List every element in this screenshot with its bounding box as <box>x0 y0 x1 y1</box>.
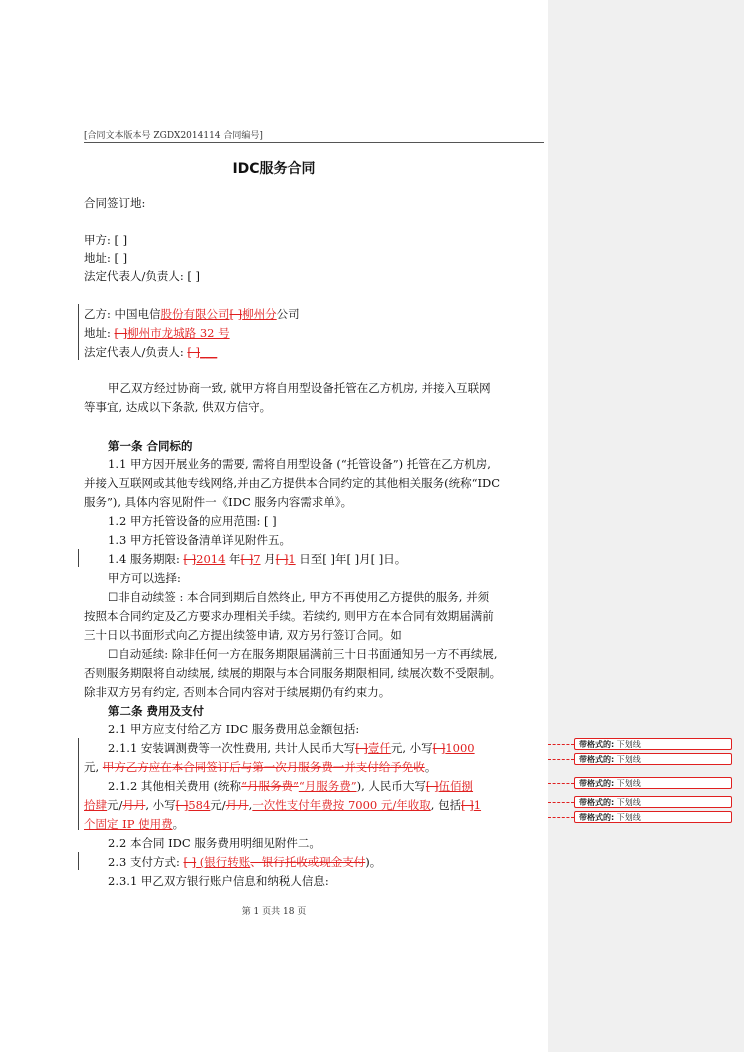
option-non-auto-renew-line-3: 三十日以书面形式向乙方提出续签申请, 双方另行签订合同。如 <box>84 628 402 642</box>
option-non-auto-renew-line-2: 按照本合同约定及乙方要求办理相关手续。若续约, 则甲方在本合同有效期届满前 <box>84 609 494 623</box>
clause-1-1-line-2: 并接入互联网或其他专线网络,并由乙方提供本合同约定的其他相关服务(统称“IDC <box>84 476 501 490</box>
clause-2-1-2: 2.1.2 其他相关费用 (统称“月服务费”“月服务费”), 人民币大写[ ]伍佰捌 <box>108 779 474 793</box>
change-bar <box>78 852 79 870</box>
clause-1-1-line-3: 服务”), 具体内容见附件一《IDC 服务内容需求单》。 <box>84 495 353 509</box>
party-a-address: 地址: [ ] <box>84 251 128 265</box>
article-2-title: 第二条 费用及支付 <box>108 704 205 718</box>
option-non-auto-renew[interactable]: ☐非自动续签 : 本合同到期后自然终止, 甲方不再使用乙方提供的服务, 并须 <box>108 590 490 604</box>
comment-leader <box>548 759 574 760</box>
clause-2-3: 2.3 支付方式: [ ] (银行转账、银行托收或现金支付)。 <box>108 855 382 869</box>
clause-2-1-1: 2.1.1 安装调测费等一次性费用, 共计人民币大写[ ]壹仟元, 小写[ ]1000 <box>108 741 475 755</box>
clause-2-1-2-line-3: 个固定 IP 使用费。 <box>84 817 185 831</box>
comment-leader <box>548 744 574 745</box>
party-a-representative: 法定代表人/负责人: [ ] <box>84 269 201 283</box>
clause-2-1: 2.1 甲方应支付给乙方 IDC 服务费用总金额包括: <box>108 722 360 736</box>
clause-2-1-2-line-2: 拾肆元/月月, 小写[ ]584元/月月,一次性支付年费按 7000 元/年收取, 包括[ ]1 <box>84 798 482 812</box>
clause-1-4: 1.4 服务期限: [ ]2014 年[ ]7 月[ ]1 日至[ ]年[ ]月[ ]日。 <box>108 552 407 566</box>
party-b-representative: 法定代表人/负责人: [ ]___ <box>84 345 218 359</box>
change-bar <box>78 738 79 830</box>
clause-2-2: 2.2 本合同 IDC 服务费用明细见附件二。 <box>108 836 321 850</box>
header-rule <box>84 142 544 143</box>
format-comment[interactable]: 带格式的: 下划线 <box>574 753 732 765</box>
clause-1-2: 1.2 甲方托管设备的应用范围: [ ] <box>108 514 277 528</box>
option-auto-renew-line-2: 否则服务期限将自动续展, 续展的期限与本合同服务期限相同, 续展次数不受限制。 <box>84 666 502 680</box>
party-b-address: 地址: [ ]柳州市龙城路 32 号 <box>84 326 230 340</box>
page-footer: 第 1 页共 18 页 <box>241 907 307 917</box>
document-title: IDC服务合同 <box>232 161 316 177</box>
sign-place: 合同签订地: <box>84 196 146 210</box>
format-comment[interactable]: 带格式的: 下划线 <box>574 738 732 750</box>
party-b-name: 乙方: 中国电信股份有限公司[ ]柳州分公司 <box>84 307 300 321</box>
comment-leader <box>548 817 574 818</box>
article-1-title: 第一条 合同标的 <box>108 439 193 453</box>
change-bar <box>78 304 79 360</box>
comment-leader <box>548 802 574 803</box>
change-bar <box>78 549 79 567</box>
format-comment[interactable]: 带格式的: 下划线 <box>574 777 732 789</box>
comment-leader <box>548 783 574 784</box>
option-auto-renew-line-3: 除非双方另有约定, 否则本合同内容对于续展期仍有约束力。 <box>84 685 391 699</box>
markup-pane <box>548 0 744 1052</box>
format-comment[interactable]: 带格式的: 下划线 <box>574 796 732 808</box>
intro-line-1: 甲乙双方经过协商一致, 就甲方将自用型设备托管在乙方机房, 并接入互联网 <box>108 381 491 395</box>
format-comment[interactable]: 带格式的: 下划线 <box>574 811 732 823</box>
party-a-name: 甲方: [ ] <box>84 233 128 247</box>
clause-1-1-line-1: 1.1 甲方因开展业务的需要, 需将自用型设备 (“托管设备”) 托管在乙方机房, <box>108 457 491 471</box>
clause-2-3-1: 2.3.1 甲乙双方银行账户信息和纳税人信息: <box>108 874 329 888</box>
intro-line-2: 等事宜, 达成以下条款, 供双方信守。 <box>84 400 272 414</box>
clause-2-1-1-line-2: 元, 甲方乙方应在本合同签订后与第一次月服务费一并支付给予免收。 <box>84 760 437 774</box>
option-auto-renew[interactable]: ☐自动延续: 除非任何一方在服务期限届满前三十日书面通知另一方不再续展, <box>108 647 498 661</box>
clause-1-3: 1.3 甲方托管设备清单详见附件五。 <box>108 533 291 547</box>
choice-prompt: 甲方可以选择: <box>108 571 181 585</box>
page-header: [合同文本版本号 ZGDX2014114 合同编号] <box>84 131 263 141</box>
